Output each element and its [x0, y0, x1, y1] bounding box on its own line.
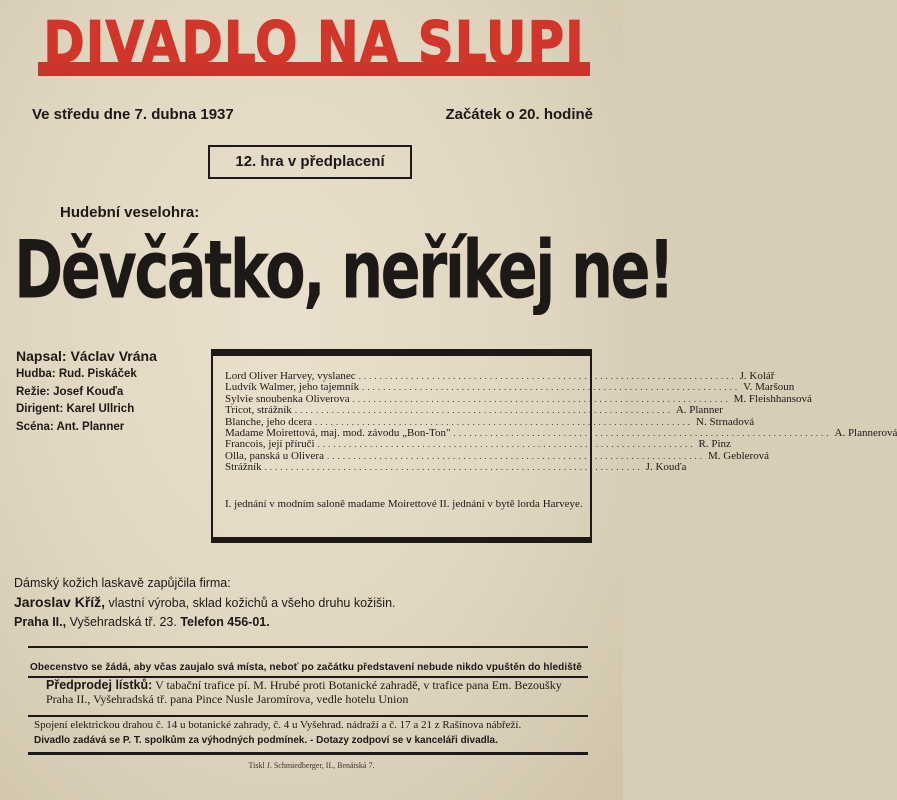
- subscription-series-box: 12. hra v předplacení: [208, 145, 412, 179]
- furrier-name: Jaroslav Kříž,: [14, 594, 106, 610]
- cast-list: [225, 370, 897, 474]
- credits-block: [16, 346, 157, 436]
- cast-row: Lord Oliver Harvey, vyslanec ........................................................................ J. Kolář: [225, 370, 775, 382]
- cast-row: Blanche, jeho dcera ........................................................................ N. Strnadová: [225, 415, 755, 428]
- credit-conductor: Dirigent: Karel Ullrich: [16, 403, 135, 415]
- play-genre: Hudební veselohra:: [60, 204, 200, 221]
- transport-info: [34, 718, 586, 748]
- play-title: Děvčátko, neříkej ne!: [14, 223, 673, 318]
- divider-line: [28, 715, 588, 717]
- cast-box: [211, 349, 897, 543]
- credit-scenery: Scéna: Ant. Planner: [16, 420, 125, 433]
- divider-line: [28, 752, 588, 755]
- cast-row: Francois, její příruči ........................................................................ R. Pinz: [225, 438, 731, 451]
- credit-director: Režie: Josef Kouďa: [16, 385, 124, 398]
- cast-row: Madame Moirettová, maj. mod. závodu „Bon-Ton" ........................................................................ A. Plannerová: [225, 426, 897, 439]
- audience-notice: Obecenstvo se žádá, aby včas zaujalo svá místa, neboť po začátku představení nebude nikdo vpuštěn do hlediště: [30, 662, 582, 673]
- printer-credit: Tiskl J. Schmiedberger, II., Benátská 7.: [248, 761, 375, 770]
- divider-line: [28, 646, 588, 648]
- cast-row: Tricot, strážník ........................................................................ A. Planner: [225, 404, 723, 417]
- furrier-intro: Dámský kožich laskavě zapůjčila firma:: [14, 576, 231, 590]
- cast-row: Ludvík Walmer, jeho tajemník ........................................................................ V. Maršoun: [225, 381, 795, 394]
- theatre-name: DIVADLO NA SLUPI: [43, 9, 585, 77]
- start-time: Začátek o 20. hodině: [445, 106, 593, 123]
- rental-info: Divadlo zadává se P. T. spolkům za výhodných podmínek. - Dotazy zodpoví se v kanceláři divadla.: [34, 735, 498, 746]
- tram-connections: Spojení elektrickou drahou č. 14 u botanické zahrady, č. 4 u Vyšehrad. nádraží a č. 17 a 21 z Rašínova nábřeží.: [34, 719, 522, 731]
- presale-text: V tabační trafice pí. M. Hrubé proti Botanické zahradě, v trafice pana Em. Bezoušky Praha II., Vyšehradská tř. pana Pince Nusle Jaromírova, vedle hotelu Union: [46, 678, 562, 706]
- credit-music: Hudba: Rud. Piskáček: [16, 368, 137, 380]
- credit-author: Napsal: Václav Vrána: [16, 348, 157, 364]
- cast-row: Sylvie snoubenka Oliverova ........................................................................ M. Fleishhansová: [225, 392, 812, 405]
- furrier-street: Vyšehradská tř. 23.: [69, 615, 177, 629]
- cast-row: Olla, panská u Olivera ........................................................................ M. Geblerová: [225, 449, 770, 462]
- furrier-city: Praha II.,: [14, 615, 67, 629]
- furrier-description: vlastní výroba, sklad kožichů a všeho druhu kožišin.: [108, 596, 396, 610]
- poster-header: [38, 10, 590, 76]
- presale-label: Předprodej lístků:: [46, 678, 153, 692]
- furrier-credit: [14, 574, 396, 632]
- cast-row: Strážník ........................................................................ J. Kouďa: [225, 461, 687, 474]
- furrier-phone: Telefon 456-01.: [180, 615, 270, 629]
- acts-description: I. jednání v modním saloně madame Moirettové II. jednání v bytě lorda Harveye.: [225, 498, 583, 510]
- performance-date: Ve středu dne 7. dubna 1937: [32, 106, 234, 123]
- ticket-presale: [46, 678, 566, 706]
